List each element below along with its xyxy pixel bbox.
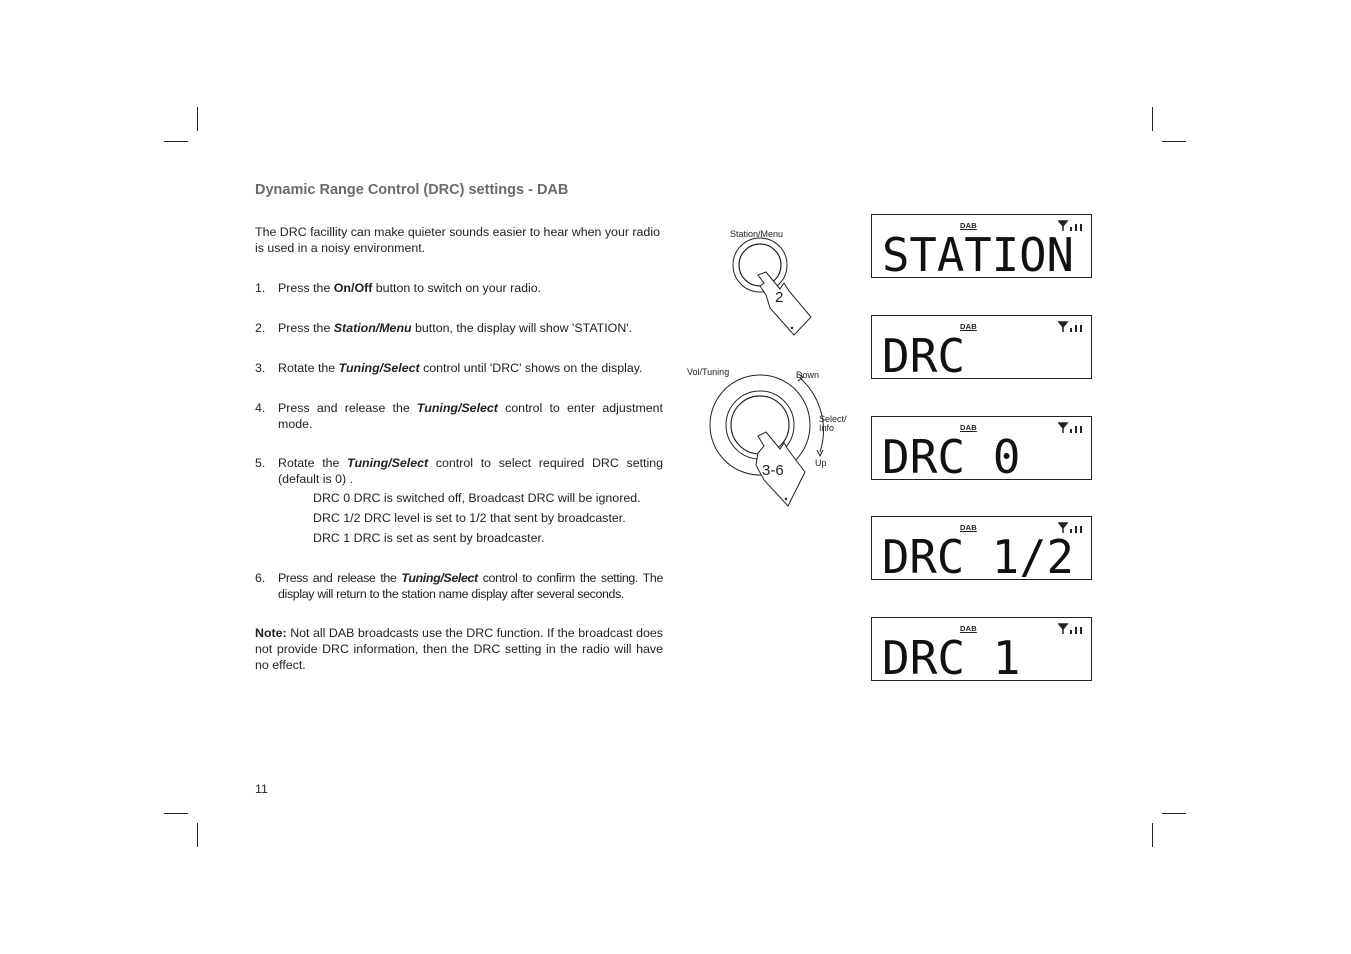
svg-text:DRC: DRC <box>882 332 966 376</box>
dab-indicator: DAB <box>960 423 977 432</box>
step-item: 5. Rotate the Tuning/Select control to select required DRC setting (default is 0) . <box>255 456 663 486</box>
button-name: Station/Menu <box>333 321 412 335</box>
lcd-display <box>871 617 1092 681</box>
lcd-display <box>871 416 1092 480</box>
crop-mark <box>1162 141 1186 142</box>
crop-mark <box>164 141 188 142</box>
step-number: 2. <box>255 321 266 335</box>
lcd-display <box>871 214 1092 278</box>
segment-text <box>882 231 1082 275</box>
note-paragraph: Note: Not all DAB broadcasts use the DRC function. If the broadcast does not provide DRC information, then the DRC setting in the radio will have no effect. <box>255 626 663 672</box>
crop-mark <box>197 823 198 847</box>
step-number: 3. <box>255 361 266 375</box>
dab-indicator: DAB <box>960 322 977 331</box>
dab-indicator: DAB <box>960 624 977 633</box>
step-item: 3. Rotate the Tuning/Select control until 'DRC' shows on the display. <box>255 361 643 375</box>
up-label: Up <box>815 458 827 468</box>
lcd-display <box>871 315 1092 379</box>
drc-option: DRC 0 DRC is switched off, Broadcast DRC will be ignored. <box>313 491 641 505</box>
page-number: 11 <box>255 782 268 796</box>
button-name: On/Off <box>333 281 373 295</box>
crop-mark <box>1152 107 1153 131</box>
page-title: Dynamic Range Control (DRC) settings - DAB <box>255 182 569 198</box>
crop-mark <box>197 107 198 131</box>
segment-text <box>882 634 1082 678</box>
step-item: 2. Press the Station/Menu button, the display will show 'STATION'. <box>255 321 633 335</box>
step-number: 5. <box>255 456 266 470</box>
crop-mark <box>164 813 188 814</box>
control-name: Tuning/Select <box>416 401 498 415</box>
segment-text <box>882 332 1082 376</box>
intro-paragraph: The DRC facillity can make quieter sounds easier to hear when your radio is used in a noisy environment. <box>255 225 660 255</box>
finger-step-number: 2 <box>775 289 784 306</box>
dab-indicator: DAB <box>960 523 977 532</box>
dab-indicator: DAB <box>960 221 977 230</box>
crop-mark <box>1152 823 1153 847</box>
control-name: Tuning/Select <box>338 361 420 375</box>
step-item: 1. Press the On/Off button to switch on your radio. <box>255 281 542 295</box>
step-item: 4. Press and release the Tuning/Select control to enter adjustment mode. <box>255 401 663 431</box>
controls-illustration <box>680 210 870 520</box>
finger-step-number: 3-6 <box>762 462 784 479</box>
svg-text:STATION: STATION <box>882 231 1074 275</box>
select-info-label: Select/ Info <box>819 414 847 433</box>
vol-tuning-label: Vol/Tuning <box>687 367 730 377</box>
drc-option: DRC 1/2 DRC level is set to 1/2 that sent by broadcaster. <box>313 511 626 525</box>
svg-text:DRC 1/2: DRC 1/2 <box>882 533 1074 577</box>
step-number: 1. <box>255 281 266 295</box>
step-number: 6. <box>255 571 266 585</box>
step-number: 4. <box>255 401 266 415</box>
rotation-arrow-icon <box>800 378 823 452</box>
pointing-finger-icon <box>758 272 811 335</box>
lcd-display <box>871 516 1092 580</box>
control-name: Tuning/Select <box>347 456 429 470</box>
control-name: Tuning/Select <box>401 571 478 585</box>
segment-text <box>882 533 1082 577</box>
down-label: Down <box>796 370 820 380</box>
drc-option: DRC 1 DRC is set as sent by broadcaster. <box>313 531 545 545</box>
station-menu-button-icon <box>733 238 787 292</box>
note-label: Note: <box>255 626 287 640</box>
segment-text <box>882 433 1082 477</box>
svg-text:DRC 0: DRC 0 <box>882 433 1021 477</box>
crop-mark <box>1162 813 1186 814</box>
station-menu-label: Station/Menu <box>730 229 784 239</box>
svg-text:DRC 1: DRC 1 <box>882 634 1021 678</box>
step-item: 6. Press and release the Tuning/Select control to confirm the setting. The display will return to the station name display after several seconds. <box>255 571 663 601</box>
